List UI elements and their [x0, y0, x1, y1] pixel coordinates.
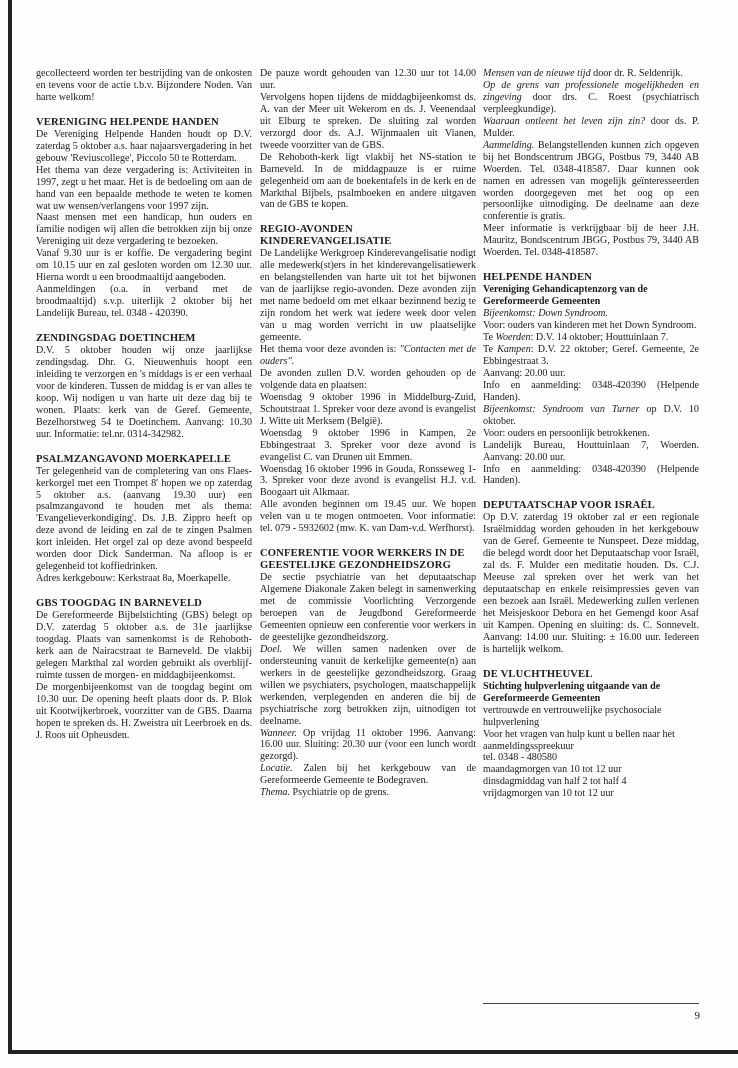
paragraph: De sectie psychiatrie van het deputaatschap Algemene Diakonale Zaken belegt in samenwerking met de commissie Voorlichting Verzorgende beroepen van de Jeugdbond Gereformeerde Gemeenten opnieuw een conferentie voor werkers in de geestelijke gezondheidszorg.: [260, 572, 476, 643]
paragraph: Bijeenkomst: Down Syndroom.: [483, 308, 608, 320]
paragraph: dinsdagmiddag van half 2 tot half 4: [483, 776, 627, 788]
section-heading: ZENDINGSDAG DOETINCHEM: [36, 333, 196, 345]
paragraph: Aanvang: 20.00 uur.: [483, 367, 566, 379]
paragraph: Woensdag 9 oktober 1996 in Kampen, 2e Ebbingestraat 3. Spreker voor deze avond is evangelist C. van Drunen uit Emmen.: [260, 427, 476, 463]
paragraph: Doel. We willen samen nadenken over de ondersteuning vanuit de kerkelijke gemeente(n) aan werkers in de geestelijke gezondheidszorg. Graag willen we psychiaters, psychologen, maatschappelijk werkenden, verplegenden en anderen die bij de psychiatrische zorg betrokken zijn, uitnodigen tot deelname.: [260, 643, 476, 727]
paragraph: De avonden zullen D.V. worden gehouden op de volgende data en plaatsen:: [260, 367, 476, 391]
paragraph: Mensen van de nieuwe tijd door dr. R. Seldenrijk.: [483, 68, 683, 79]
column-right: [483, 68, 699, 800]
paragraph: Naast mensen met een handicap, hun ouders en familie nodigen wij allen die betrokken zijn bij onze Vereniging uit deze vergadering te bezoeken.: [36, 212, 252, 248]
paragraph: Het thema voor deze avonden is: "Contacten met de ouders".: [260, 343, 476, 367]
paragraph: Alle avonden beginnen om 19.45 uur. We hopen velen van u te mogen ontmoeten. Voor informatie: tel. 079 - 5932602 (mw. K. van Dam-v.d. Werfhorst).: [260, 499, 476, 535]
section-heading: VERENIGING HELPENDE HANDEN: [36, 116, 219, 128]
column-middle: [260, 68, 476, 799]
scan-edge-bottom: [8, 1050, 738, 1054]
paragraph: Vanaf 9.30 uur is er koffie. De vergadering begint om 10.15 uur en zal gesloten worden om 12.30 uur. Hierna wordt u een broodmaaltijd aangeboden.: [36, 248, 252, 284]
footer-rule: [483, 1003, 699, 1004]
paragraph: Voor: ouders en persoonlijk betrokkenen.: [483, 427, 650, 439]
paragraph: Op D.V. zaterdag 19 oktober zal er een regionale Israëlmiddag worden gehouden in het kerkgebouw van de Geref. Gemeente te Nunspeet. Deze middag, die belegd wordt door het Deputaatschap voor Israël, zal ds. F. Mulder een meditatie houden. Ds. C.J. Meeuse zal spreken over het werk van het deputaatschap en enkele reisimpressies geven van een bezoek aan Israël. Medewerking zullen verlenen het Meisjeskoor Debora en het Gemengd koor Asaf uit Kampen. Opening en sluiting: ds. C. Sonnevelt. Aanvang: 14.00 uur. Sluiting: ± 16.00 uur. Iedereen is hartelijk welkom.: [483, 512, 699, 655]
section-subheading: Stichting hulpverlening uitgaande van de Gereformeerde Gemeenten: [483, 680, 661, 704]
paragraph: Voor: ouders van kinderen met het Down Syndroom.: [483, 320, 697, 332]
paragraph: Vervolgens hopen tijdens de middagbijeenkomst ds. A. van der Meer uit Wekerom en ds. J. Veenendaal uit Elburg te spreken. De sluiting zal worden verzorgd door ds. A.J. Wijnmaalen uit Vianen, tweede voorzitter van de GBS.: [260, 91, 476, 151]
section-heading: CONFERENTIE VOOR WERKERS IN DE GEESTELIJKE GEZONDHEIDSZORG: [260, 548, 465, 572]
paragraph: maandagmorgen van 10 tot 12 uur: [483, 764, 622, 776]
paragraph: D.V. 5 oktober houden wij onze jaarlijkse zendingsdag. Dhr. G. Nieuwenhuis hoopt een inleiding te verzorgen en 's middags is er een verhaal voor de kinderen. Tussen de middag is er van alles te koop. Wij nodigen u van harte uit deze dag bij te wonen. Plaats: kerk van de Geref. Gemeente, Bezelhorstweg 54 te Doetinchem. Aanvang: 10.30 uur. Informatie: tel.nr. 0314-342982.: [36, 345, 252, 440]
paragraph: De Vereniging Helpende Handen houdt op D.V. zaterdag 5 oktober a.s. haar najaarsvergadering in het gebouw 'Reviuscollege', Piccolo 50 te Rotterdam.: [36, 128, 252, 164]
paragraph: De Rehoboth-kerk ligt vlakbij het NS-station te Barneveld. In de middagpauze is er ruime gelegenheid om aan de boekentafels in de kerk en de Markthal Bijbels, psalmboeken en andere uitgaven van de GBS te kopen.: [260, 151, 476, 211]
paragraph: vrijdagmorgen van 10 tot 12 uur: [483, 788, 614, 800]
paragraph: tel. 0348 - 480580: [483, 752, 558, 764]
paragraph: Te Woerden: D.V. 14 oktober; Houttuinlaan 7.: [483, 332, 669, 344]
paragraph: Info en aanmelding: 0348-420390 (Helpende Handen).: [483, 463, 699, 487]
paragraph: Aanmeldingen (o.a. in verband met de broodmaaltijd) s.v.p. uiterlijk 2 oktober bij het Landelijk Bureau, tel. 0348 - 420390.: [36, 284, 252, 320]
paragraph: Waaraan ontleent het leven zijn zin? door ds. P. Mulder.: [483, 115, 699, 139]
paragraph: Info en aanmelding: 0348-420390 (Helpende Handen).: [483, 379, 699, 403]
paragraph: Te Kampen: D.V. 22 oktober; Geref. Gemeente, 2e Ebbingestraat 3.: [483, 343, 699, 367]
section-subheading: Vereniging Gehandicaptenzorg van de Gereformeerde Gemeenten: [483, 284, 648, 308]
paragraph: Wanneer. Op vrijdag 11 oktober 1996. Aanvang: 16.00 uur. Sluiting: 20.30 uur (voor een lunch wordt gezorgd).: [260, 727, 476, 763]
paragraph: Meer informatie is verkrijgbaar bij de heer J.H. Mauritz, Bondscentrum JBGG, Postbus 79, 3440 AB Woerden. Tel. 0348-418587.: [483, 223, 699, 259]
paragraph: Locatie. Zalen bij het kerkgebouw van de Gereformeerde Gemeente te Bodegraven.: [260, 763, 476, 787]
paragraph: Het thema van deze vergadering is: Activiteiten in 1997, zegt u het maar. Het is de bedoeling om aan de hand van een bepaalde methode te weten te komen wat uw wensen/verlangens voor 1997 zijn.: [36, 164, 252, 212]
paragraph: Thema. Psychiatrie op de grens.: [260, 787, 389, 799]
paragraph: De Gereformeerde Bijbelstichting (GBS) belegt op D.V. zaterdag 5 oktober a.s. de 31e jaarlijkse toogdag. Plaats van samenkomst is de Rehoboth-kerk aan de Nairacstraat te Barneveld. De vlakbij gelegen Markthal zal worden gebruikt als overblijf-ruimte tussen de morgen- en middagbijeenkomst.: [36, 610, 252, 681]
page-number: 9: [694, 1010, 700, 1022]
paragraph: Adres kerkgebouw: Kerkstraat 8a, Moerkapelle.: [36, 573, 231, 585]
paragraph: Aanmelding. Belangstellenden kunnen zich opgeven bij het Bondscentrum JBGG, Postbus 79, 3440 AB Woerden. Tel. 0348-418587. Daar kunnen ook namen en adressen van mogelijk geïnteresseerden worden doorgegeven met het oog op een persoonlijke uitnodiging. De deelname aan deze conferentie is gratis.: [483, 139, 699, 223]
paragraph: Op de grens van professionele mogelijkheden en zingeving door drs. C. Roest (psychiatrisch verpleegkundige).: [483, 79, 699, 115]
section-heading: DE VLUCHTHEUVEL: [483, 668, 593, 680]
section-heading: DEPUTAATSCHAP VOOR ISRAËL: [483, 500, 655, 512]
paragraph: Bijeenkomst: Syndroom van Turner op D.V. 10 oktober.: [483, 403, 699, 427]
paragraph: De pauze wordt gehouden van 12.30 uur tot 14.00 uur.: [260, 68, 476, 91]
section-heading: GBS TOOGDAG IN BARNEVELD: [36, 598, 202, 610]
paragraph: Landelijk Bureau, Houttuinlaan 7, Woerden. Aanvang: 20.00 uur.: [483, 439, 699, 463]
section-heading: PSALMZANGAVOND MOERKAPELLE: [36, 453, 232, 465]
paragraph: Woensdag 9 oktober 1996 in Middelburg-Zuid, Schoutstraat 1. Spreker voor deze avond is evangelist J. Witte uit Merksem (België).: [260, 391, 476, 427]
paragraph: vertrouwde en vertrouwelijke psychosociale hulpverlening: [483, 704, 662, 728]
section-heading: HELPENDE HANDEN: [483, 272, 593, 284]
paragraph: gecollecteerd worden ter bestrijding van de onkosten en tevens voor de actie t.b.v. Bijzondere Noden. Van harte welkom!: [36, 68, 252, 103]
scan-edge-left: [8, 0, 12, 1052]
paragraph: Woensdag 16 oktober 1996 in Gouda, Ronsseweg 1-3. Spreker voor deze avond is evangelist H.J. v.d. Boogaart uit Alkmaar.: [260, 463, 476, 499]
paragraph: De Landelijke Werkgroep Kinderevangelisatie nodigt alle medewerk(st)ers in het kinderevangelisatiewerk en belangstellenden van harte uit tot het bijwonen van de jaarlijkse regio-avonden. Deze avonden zijn met name bedoeld om met elkaar bezinnend bezig te zijn rondom het werk wat iedere week door velen van u mag worden verricht in uw plaatselijke gemeente.: [260, 248, 476, 344]
paragraph: Voor het vragen van hulp kunt u bellen naar het aanmeldingsspreekuur: [483, 728, 675, 752]
paragraph: De morgenbijeenkomst van de toogdag begint om 10.30 uur. De opening heeft plaats door ds. P. Blok uit Kootwijkerbroek, voorzitter van de GBS. Daarna hopen te spreken ds. H. Zweistra uit Leerbroek en ds. J. Roos uit Opheusden.: [36, 681, 252, 741]
section-heading: REGIO-AVONDEN KINDEREVANGELISATIE: [260, 224, 392, 248]
paragraph: Ter gelegenheid van de completering van ons Flaes-kerkorgel met een Trompet 8' hopen we op zaterdag 5 oktober a.s. (aanvang 19.30 uur) een psalmzangavond te houden met als thema: 'Evangelieverkondiging'. Ds. J.B. Zippro heeft op deze avond de leiding en zal de te zingen Psalmen kort inleiden. Het orgel zal op deze avond bespeeld worden door Dick Sanderman. Na afloop is er gelegenheid tot koffiedrinken.: [36, 465, 252, 573]
column-left: [36, 68, 252, 742]
